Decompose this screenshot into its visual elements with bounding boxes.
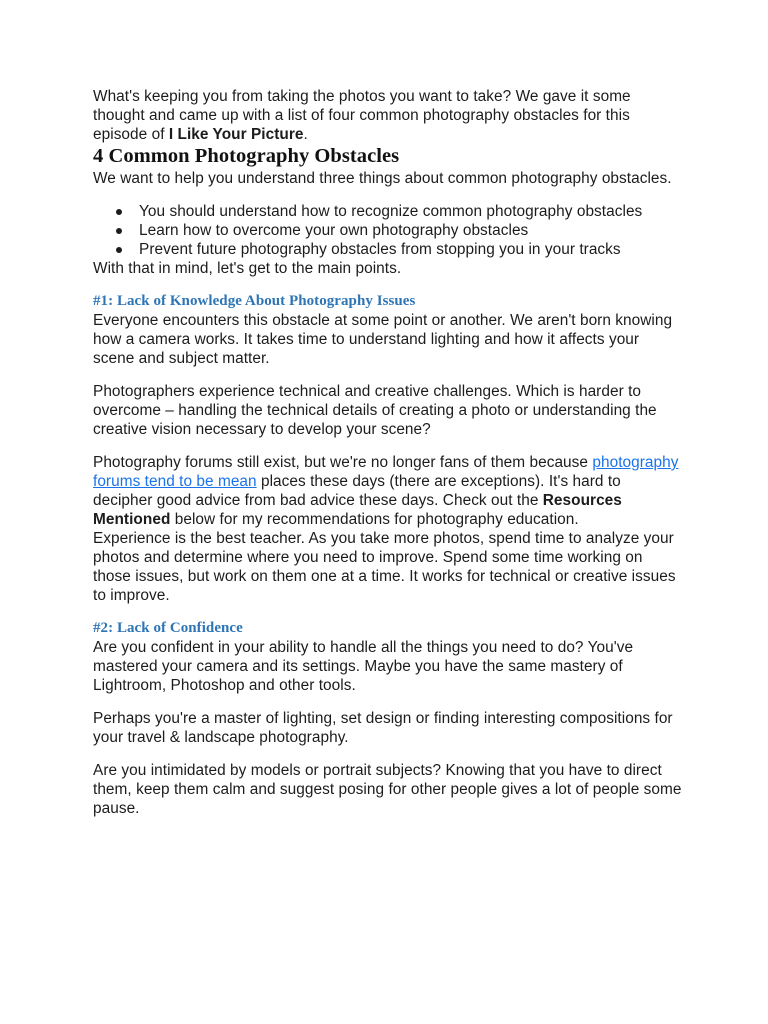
- list-item: [93, 202, 683, 221]
- section-1-paragraph: [93, 453, 683, 529]
- section-1-paragraph: Everyone encounters this obstacle at some point or another. We aren't born knowing how a camera works. It takes time to understand lighting and how it affects your scene and subject matter.: [93, 312, 673, 367]
- article-title: 4 Common Photography Obstacles: [93, 145, 400, 167]
- bullet-icon: [116, 228, 122, 234]
- section-2-paragraph: Are you intimidated by models or portrait subjects? Knowing that you have to direct them, keep them calm and suggest posing for other people gives a lot of people some pause.: [93, 762, 682, 817]
- bullet-icon: [116, 209, 122, 215]
- bullet-icon: [116, 247, 122, 253]
- article-body: [93, 87, 683, 818]
- section-1-heading: #1: Lack of Knowledge About Photography Issues: [93, 293, 416, 309]
- section-2-heading: #2: Lack of Confidence: [93, 620, 243, 636]
- list-item-text: Learn how to overcome your own photography obstacles: [139, 222, 529, 239]
- section-1-paragraph: Experience is the best teacher. As you take more photos, spend time to analyze your photos and determine where you need to improve. Spend some time working on those issues, but work on them one at a time. It works for technical or creative issues to improve.: [93, 530, 676, 604]
- paragraph-text: below for my recommendations for photography education.: [170, 511, 579, 528]
- intro-text: What's keeping you from taking the photos you want to take? We gave it some thought and came up with a list of four common photography obstacles for this episode of: [93, 88, 631, 143]
- list-item: [93, 240, 683, 259]
- intro-period: .: [303, 126, 308, 143]
- section-2-paragraph: Perhaps you're a master of lighting, set design or finding interesting compositions for your travel & landscape photography.: [93, 710, 673, 746]
- section-2-paragraph: Are you confident in your ability to handle all the things you need to do? You've mastered your camera and its settings. Maybe you have the same mastery of Lightroom, Photoshop and other tools.: [93, 639, 634, 694]
- lead-paragraph: We want to help you understand three things about common photography obstacles.: [93, 170, 672, 187]
- forums-link[interactable]: photography forums tend to be mean: [93, 454, 679, 490]
- resources-mentioned: Resources Mentioned: [93, 492, 622, 528]
- goals-list: [93, 202, 683, 259]
- paragraph-text: places these days (there are exceptions). It's hard to decipher good advice from bad advice these days. Check out the: [93, 473, 621, 509]
- list-item-text: You should understand how to recognize common photography obstacles: [139, 203, 643, 220]
- list-item-text: Prevent future photography obstacles from stopping you in your tracks: [139, 241, 621, 258]
- show-name: I Like Your Picture: [168, 126, 304, 143]
- section-1-paragraph: Photographers experience technical and creative challenges. Which is harder to overcome – handling the technical details of creating a photo or understanding the creative vision necessary to develop your scene?: [93, 383, 657, 438]
- paragraph-text: Photography forums still exist, but we're no longer fans of them because: [93, 454, 593, 471]
- list-item: [93, 221, 683, 240]
- intro-paragraph: [93, 87, 683, 144]
- transition-paragraph: With that in mind, let's get to the main points.: [93, 260, 402, 277]
